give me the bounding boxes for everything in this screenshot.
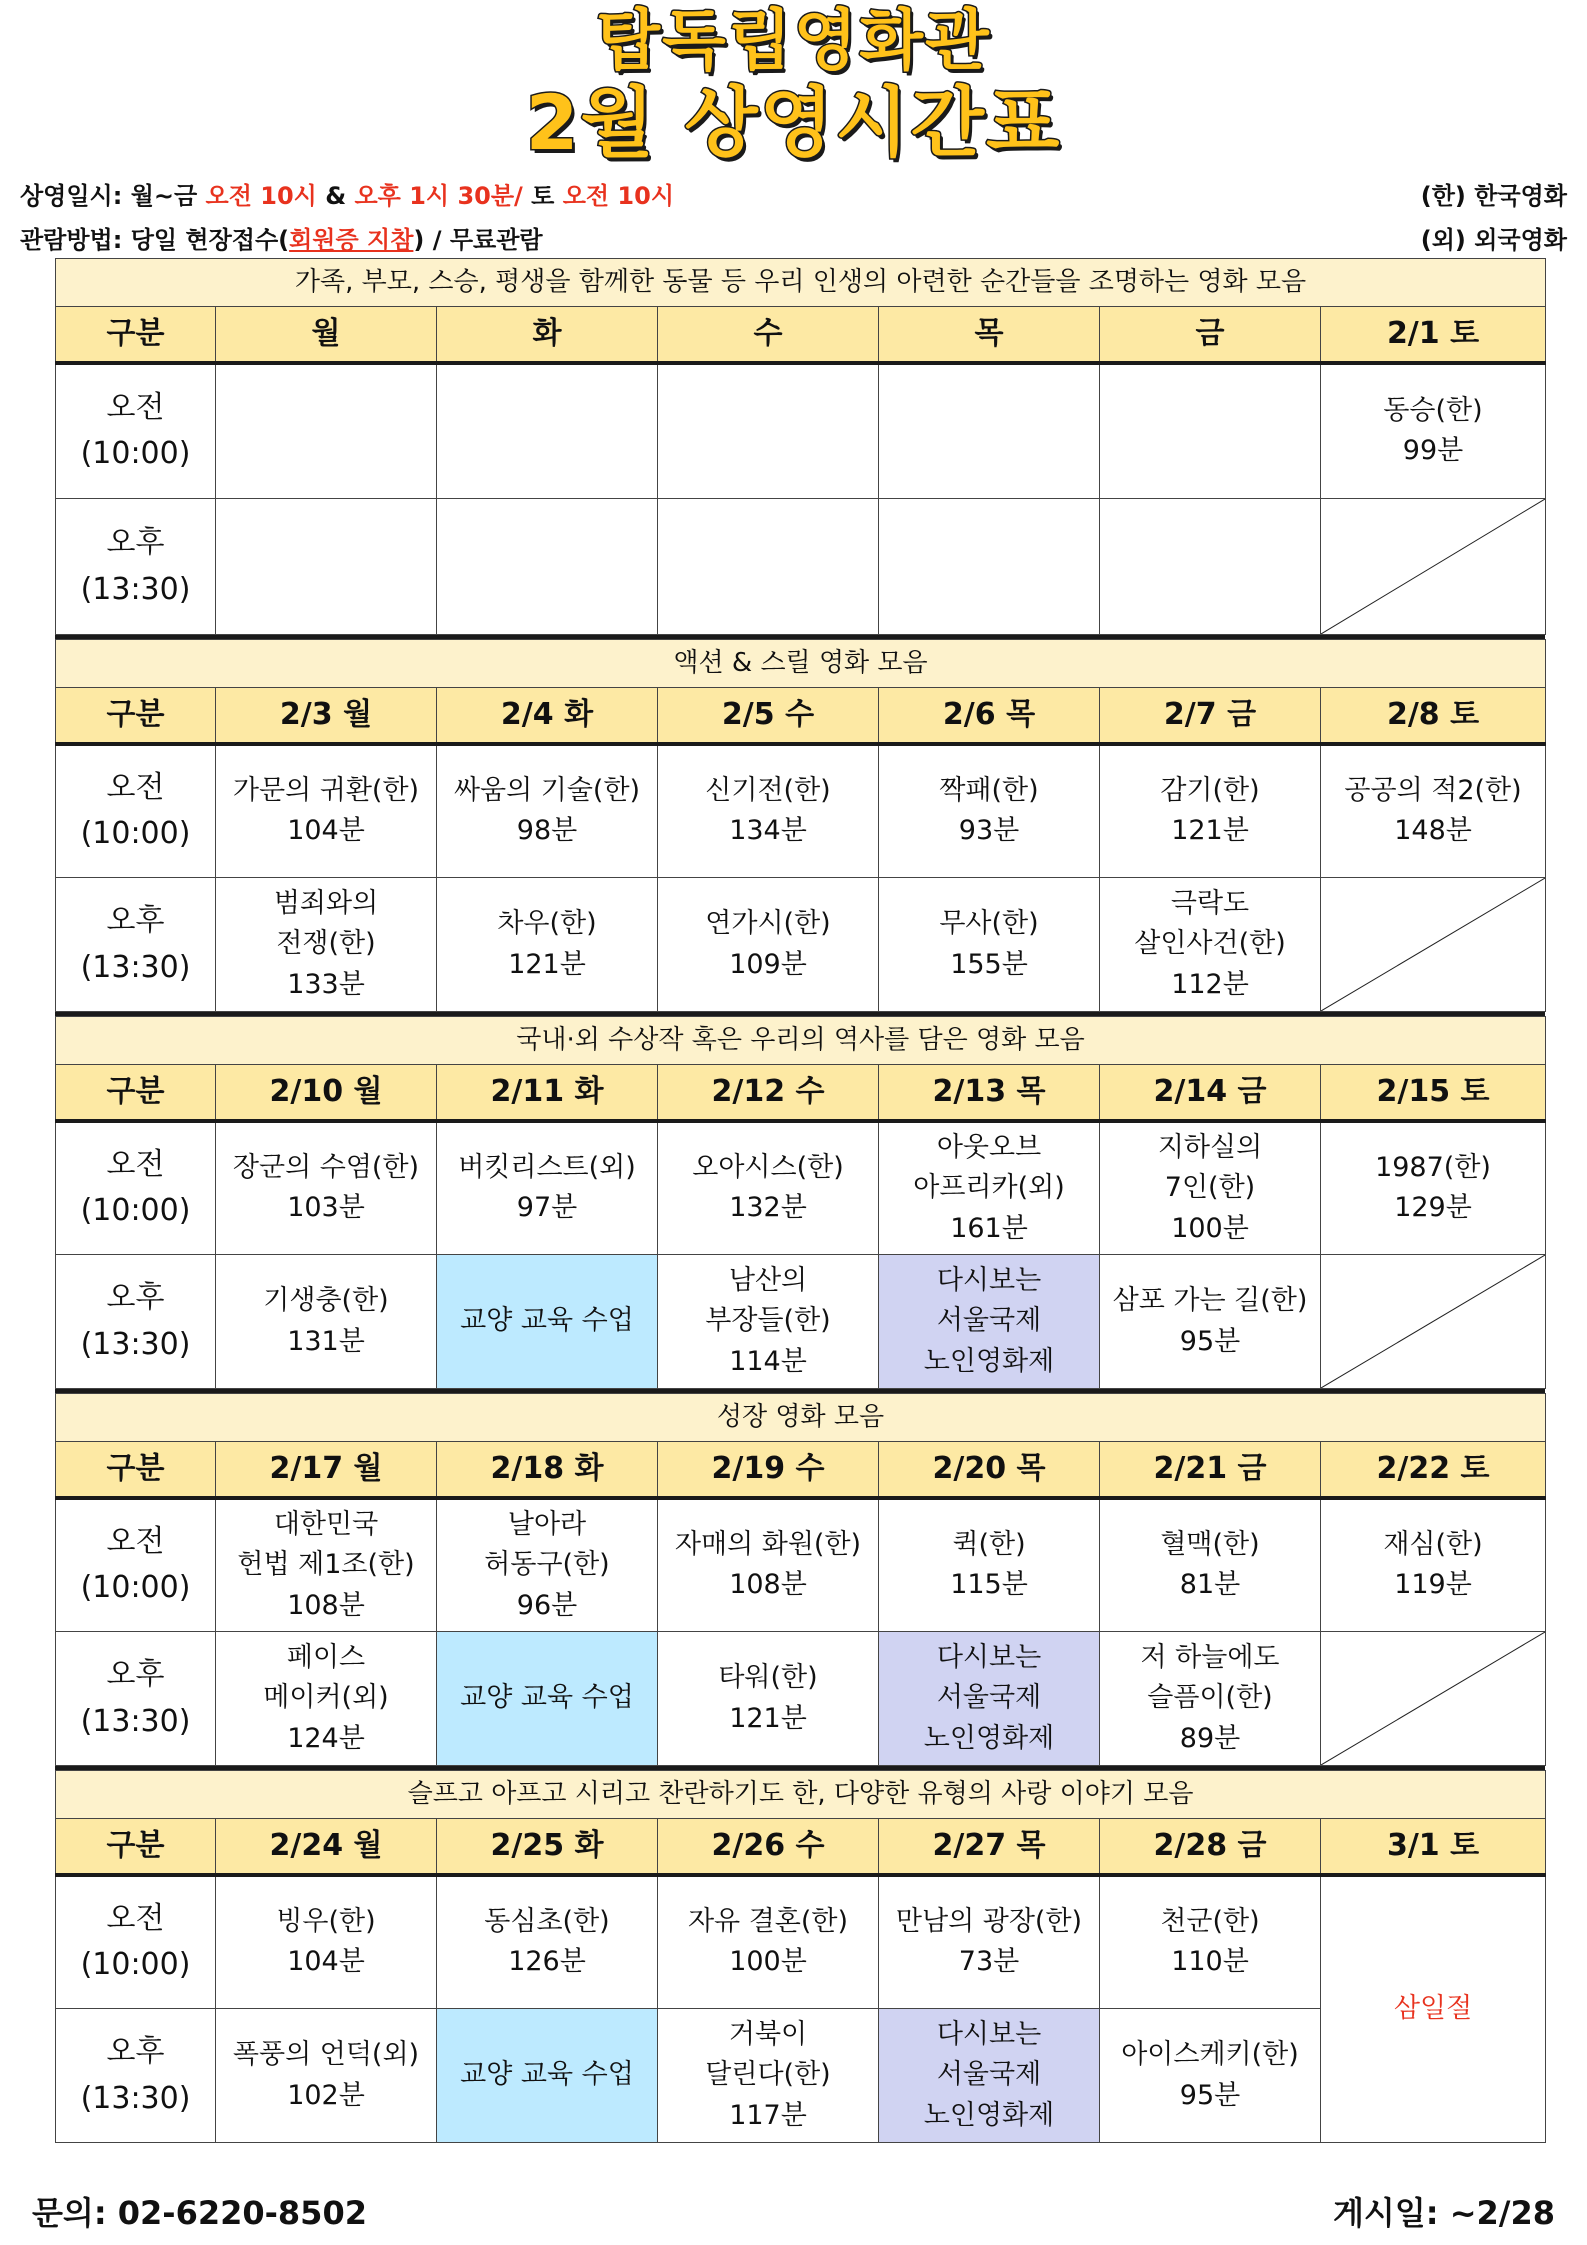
week-theme: 슬프고 아프고 시리고 찬란하기도 한, 다양한 유형의 사랑 이야기 모음 — [56, 1771, 1546, 1819]
cell-line: 폭풍의 언덕(외) — [232, 2039, 420, 2070]
cell-line: 극락도 — [1170, 887, 1250, 919]
am-slot-label — [56, 744, 216, 878]
contact-info: 문의: 02-6220-8502 — [32, 2194, 367, 2232]
cell-line: 95분 — [1179, 1325, 1241, 1357]
posting-date: 게시일: ~2/28 — [1333, 2194, 1555, 2232]
pm-slot-label — [56, 2009, 216, 2143]
day-header: 2/8 토 — [1321, 688, 1546, 744]
movie-cell — [879, 1498, 1100, 1632]
cell-line: 달린다(한) — [705, 2059, 831, 2091]
cell-line: 73분 — [958, 1946, 1020, 1978]
movie-cell — [879, 1875, 1100, 2009]
movie-cell — [879, 744, 1100, 878]
cell-line: 131분 — [287, 1325, 365, 1357]
movie-cell — [1100, 1498, 1321, 1632]
poster-title — [0, 2, 1587, 168]
movie-cell — [437, 744, 658, 878]
cell-line: 재심(한) — [1383, 1528, 1483, 1560]
day-header: 2/20 목 — [879, 1442, 1100, 1498]
movie-cell — [1321, 363, 1546, 499]
category-header: 구분 — [56, 688, 216, 744]
day-header: 2/21 금 — [1100, 1442, 1321, 1498]
movie-cell — [658, 2009, 879, 2143]
pm-slot-label — [56, 499, 216, 635]
cell-line: 삼포 가는 길(한) — [1112, 1285, 1308, 1316]
movie-cell — [216, 1255, 437, 1389]
pm-slot-label — [56, 1632, 216, 1766]
cell-line: 129분 — [1394, 1192, 1472, 1224]
movie-cell — [437, 1498, 658, 1632]
cell-line: 161분 — [950, 1212, 1028, 1244]
movie-cell — [1321, 1121, 1546, 1255]
category-header: 구분 — [56, 307, 216, 363]
cell-line: 부장들(한) — [705, 1305, 831, 1337]
movie-cell — [216, 363, 437, 499]
cell-line: 134분 — [729, 815, 807, 847]
slot-time: (13:30) — [80, 571, 191, 607]
cell-line: 범죄와의 — [273, 887, 379, 919]
festival-revisit-cell — [879, 1255, 1100, 1389]
cell-line: 아프리카(외) — [913, 1172, 1065, 1203]
movie-cell — [1321, 744, 1546, 878]
movie-cell — [1100, 878, 1321, 1012]
week-section — [55, 635, 1545, 1012]
movie-cell — [658, 1498, 879, 1632]
cell-line: 장군의 수염(한) — [232, 1151, 420, 1183]
cell-line: 오아시스(한) — [692, 1151, 844, 1183]
cell-line: 104분 — [287, 1946, 365, 1978]
cell-line: 108분 — [729, 1569, 807, 1601]
cell-line: 다시보는 — [936, 1264, 1042, 1296]
cell-line: 133분 — [287, 968, 365, 1000]
cell-line: 빙우(한) — [276, 1905, 376, 1937]
movie-cell — [216, 1498, 437, 1632]
cell-line: 무사(한) — [939, 908, 1039, 939]
day-header: 2/12 수 — [658, 1065, 879, 1121]
festival-revisit-cell — [879, 1632, 1100, 1766]
cell-line: 102분 — [287, 2079, 365, 2111]
week-section — [55, 1012, 1545, 1389]
education-class-cell — [437, 2009, 658, 2143]
cell-line: 짝패(한) — [939, 774, 1039, 806]
cell-line: 99분 — [1402, 435, 1464, 467]
cell-line: 페이스 — [286, 1641, 366, 1673]
festival-revisit-cell — [879, 2009, 1100, 2143]
cell-line: 155분 — [950, 948, 1028, 980]
slot-time: (10:00) — [80, 816, 191, 852]
slot-name: 오후 — [106, 525, 165, 560]
day-header: 2/7 금 — [1100, 688, 1321, 744]
viewing-method: 관람방법: 당일 현장접수(회원증 지참) / 무료관람 — [20, 226, 543, 254]
movie-cell — [658, 878, 879, 1012]
movie-cell — [1100, 1121, 1321, 1255]
cell-line: 108분 — [287, 1589, 365, 1621]
cell-line: 노인영화제 — [923, 1722, 1055, 1754]
slot-time: (13:30) — [80, 2080, 191, 2116]
movie-cell — [879, 878, 1100, 1012]
cell-line: 가문의 귀환(한) — [232, 774, 420, 806]
cell-line: 감기(한) — [1160, 774, 1260, 806]
cell-line: 슬픔이(한) — [1147, 1682, 1273, 1714]
movie-cell — [216, 878, 437, 1012]
cell-line: 서울국제 — [936, 1305, 1042, 1337]
movie-cell — [1100, 1875, 1321, 2009]
day-header: 2/6 목 — [879, 688, 1100, 744]
cell-line: 살인사건(한) — [1134, 928, 1286, 960]
cell-line: 동심초(한) — [484, 1905, 610, 1937]
cell-line: 다시보는 — [936, 2018, 1042, 2050]
cell-line: 메이커(외) — [263, 1682, 389, 1714]
day-header: 목 — [879, 307, 1100, 363]
slot-time: (13:30) — [80, 1326, 191, 1362]
movie-cell — [879, 499, 1100, 635]
cinema-name: 탑독립영화관 — [596, 2, 991, 79]
cell-line: 100분 — [729, 1946, 807, 1978]
no-screening-cell — [1321, 1632, 1546, 1766]
slot-name: 오후 — [106, 1280, 165, 1315]
movie-cell — [216, 744, 437, 878]
pm-slot-label — [56, 878, 216, 1012]
cell-line: 기생충(한) — [263, 1285, 389, 1316]
cell-line: 서울국제 — [936, 1682, 1042, 1714]
slot-name: 오전 — [106, 389, 165, 425]
cell-line: 97분 — [516, 1192, 578, 1224]
movie-cell — [216, 2009, 437, 2143]
day-header: 3/1 토 — [1321, 1819, 1546, 1875]
cell-line: 104분 — [287, 815, 365, 847]
cell-line: 교양 교육 수업 — [460, 1682, 634, 1714]
cell-line: 7인(한) — [1164, 1172, 1256, 1203]
no-screening-cell — [1321, 1255, 1546, 1389]
day-header: 2/15 토 — [1321, 1065, 1546, 1121]
cell-line: 남산의 — [728, 1264, 808, 1296]
diagonal-slash-icon — [1321, 878, 1545, 1011]
cell-line: 천군(한) — [1160, 1905, 1260, 1937]
cell-line: 교양 교육 수업 — [460, 2059, 634, 2091]
cell-line: 삼일절 — [1393, 1993, 1473, 2024]
am-slot-label — [56, 1875, 216, 2009]
cell-line: 신기전(한) — [705, 774, 831, 806]
day-header: 2/22 토 — [1321, 1442, 1546, 1498]
cell-line: 지하실의 — [1157, 1131, 1263, 1163]
day-header: 2/3 월 — [216, 688, 437, 744]
day-header: 2/19 수 — [658, 1442, 879, 1498]
cell-line: 싸움의 기술(한) — [453, 774, 641, 806]
cell-line: 148분 — [1394, 815, 1472, 847]
day-header: 2/26 수 — [658, 1819, 879, 1875]
cell-line: 121분 — [1171, 815, 1249, 847]
cell-line: 121분 — [508, 948, 586, 980]
slot-name: 오전 — [106, 769, 165, 805]
day-header: 2/14 금 — [1100, 1065, 1321, 1121]
diagonal-slash-icon — [1321, 1255, 1545, 1388]
movie-cell — [437, 363, 658, 499]
day-header: 2/5 수 — [658, 688, 879, 744]
pm-slot-label — [56, 1255, 216, 1389]
schedule-title: 2월 상영시간표 — [525, 78, 1062, 168]
movie-cell — [658, 1121, 879, 1255]
movie-cell — [1321, 1498, 1546, 1632]
cell-line: 112분 — [1171, 968, 1249, 1000]
cell-line: 공공의 적2(한) — [1344, 774, 1522, 806]
movie-cell — [1100, 1255, 1321, 1389]
slot-name: 오후 — [106, 1657, 165, 1692]
day-header: 2/1 토 — [1321, 307, 1546, 363]
cell-line: 서울국제 — [936, 2059, 1042, 2091]
movie-cell — [437, 1121, 658, 1255]
day-header: 2/24 월 — [216, 1819, 437, 1875]
am-slot-label — [56, 1498, 216, 1632]
cell-line: 93분 — [958, 815, 1020, 847]
movie-cell — [658, 1875, 879, 2009]
cell-line: 교양 교육 수업 — [460, 1305, 634, 1337]
movie-cell — [658, 499, 879, 635]
cell-line: 95분 — [1179, 2079, 1241, 2111]
cell-line: 114분 — [729, 1345, 807, 1377]
cell-line: 1987(한) — [1375, 1151, 1491, 1183]
cell-line: 126분 — [508, 1946, 586, 1978]
day-header: 월 — [216, 307, 437, 363]
cell-line: 96분 — [516, 1589, 578, 1621]
cell-line: 혈맥(한) — [1160, 1528, 1260, 1560]
category-header: 구분 — [56, 1442, 216, 1498]
cell-line: 110분 — [1171, 1946, 1249, 1978]
legend-foreign: (외) 외국영화 — [1420, 226, 1567, 254]
week-theme: 가족, 부모, 스승, 평생을 함께한 동물 등 우리 인생의 아련한 순간들을 조명하는 영화 모음 — [56, 259, 1546, 307]
cell-line: 117분 — [729, 2099, 807, 2131]
slot-name: 오전 — [106, 1146, 165, 1182]
cell-line: 날아라 — [507, 1508, 587, 1540]
slot-time: (10:00) — [80, 1947, 191, 1983]
holiday-cell — [1321, 1875, 1546, 2143]
day-header: 2/25 화 — [437, 1819, 658, 1875]
movie-cell — [658, 744, 879, 878]
movie-cell — [658, 1632, 879, 1766]
movie-cell — [216, 1632, 437, 1766]
day-header: 2/17 월 — [216, 1442, 437, 1498]
week-theme: 성장 영화 모음 — [56, 1394, 1546, 1442]
day-header: 2/10 월 — [216, 1065, 437, 1121]
cell-line: 103분 — [287, 1192, 365, 1224]
slot-time: (10:00) — [80, 1570, 191, 1606]
week-section — [55, 258, 1545, 635]
slot-time: (10:00) — [80, 1193, 191, 1229]
day-header: 2/4 화 — [437, 688, 658, 744]
day-header: 금 — [1100, 307, 1321, 363]
movie-cell — [1100, 2009, 1321, 2143]
am-slot-label — [56, 1121, 216, 1255]
movie-cell — [879, 1121, 1100, 1255]
movie-cell — [658, 363, 879, 499]
movie-cell — [658, 1255, 879, 1389]
cell-line: 119분 — [1394, 1569, 1472, 1601]
diagonal-slash-icon — [1321, 499, 1545, 634]
cell-line: 차우(한) — [497, 908, 597, 939]
am-slot-label — [56, 363, 216, 499]
slot-name: 오후 — [106, 2034, 165, 2069]
cell-line: 81분 — [1179, 1569, 1241, 1601]
movie-cell — [216, 1121, 437, 1255]
no-screening-cell — [1321, 878, 1546, 1012]
cell-line: 아이스케키(한) — [1121, 2039, 1299, 2070]
movie-cell — [437, 1875, 658, 2009]
cell-line: 자매의 화원(한) — [674, 1528, 862, 1560]
schedule-table — [55, 258, 1545, 2143]
cell-line: 만남의 광장(한) — [895, 1905, 1083, 1937]
cell-line: 115분 — [950, 1569, 1028, 1601]
cell-line: 대한민국 — [273, 1508, 379, 1540]
cell-line: 아웃오브 — [936, 1131, 1042, 1163]
day-header: 2/27 목 — [879, 1819, 1100, 1875]
day-header: 2/18 화 — [437, 1442, 658, 1498]
cell-line: 거북이 — [728, 2018, 808, 2050]
week-section — [55, 1389, 1545, 1766]
week-section — [55, 1766, 1545, 2143]
movie-cell — [437, 878, 658, 1012]
cell-line: 98분 — [516, 815, 578, 847]
cell-line: 연가시(한) — [705, 908, 831, 939]
cell-line: 89분 — [1179, 1722, 1241, 1754]
cell-line: 121분 — [729, 1702, 807, 1734]
category-header: 구분 — [56, 1819, 216, 1875]
screening-times: 상영일시: 월~금 오전 10시 & 오후 1시 30분/ 토 오전 10시 — [20, 182, 675, 210]
education-class-cell — [437, 1255, 658, 1389]
day-header: 2/11 화 — [437, 1065, 658, 1121]
no-screening-cell — [1321, 499, 1546, 635]
cell-line: 자유 결혼(한) — [687, 1905, 849, 1937]
movie-cell — [1100, 363, 1321, 499]
day-header: 수 — [658, 307, 879, 363]
cell-line: 노인영화제 — [923, 2099, 1055, 2131]
slot-name: 오후 — [106, 903, 165, 938]
cell-line: 전쟁(한) — [276, 928, 376, 960]
slot-time: (10:00) — [80, 436, 191, 472]
movie-cell — [437, 499, 658, 635]
movie-cell — [879, 363, 1100, 499]
cell-line: 132분 — [729, 1192, 807, 1224]
cell-line: 저 하늘에도 — [1140, 1641, 1280, 1673]
movie-cell — [1100, 1632, 1321, 1766]
cell-line: 동승(한) — [1383, 394, 1483, 426]
week-theme: 액션 & 스릴 영화 모음 — [56, 640, 1546, 688]
slot-name: 오전 — [106, 1523, 165, 1559]
cell-line: 허동구(한) — [484, 1549, 610, 1580]
cell-line: 헌법 제1조(한) — [237, 1549, 415, 1580]
day-header: 화 — [437, 307, 658, 363]
cell-line: 100분 — [1171, 1212, 1249, 1244]
day-header: 2/28 금 — [1100, 1819, 1321, 1875]
education-class-cell — [437, 1632, 658, 1766]
day-header: 2/13 목 — [879, 1065, 1100, 1121]
legend-korean: (한) 한국영화 — [1420, 182, 1567, 210]
movie-cell — [216, 499, 437, 635]
cell-line: 109분 — [729, 948, 807, 980]
slot-name: 오전 — [106, 1900, 165, 1936]
week-theme: 국내·외 수상작 혹은 우리의 역사를 담은 영화 모음 — [56, 1017, 1546, 1065]
slot-time: (13:30) — [80, 1703, 191, 1739]
cell-line: 버킷리스트(외) — [458, 1151, 636, 1183]
cell-line: 퀵(한) — [952, 1528, 1026, 1560]
slot-time: (13:30) — [80, 949, 191, 985]
cell-line: 124분 — [287, 1722, 365, 1754]
movie-cell — [216, 1875, 437, 2009]
movie-cell — [1100, 744, 1321, 878]
diagonal-slash-icon — [1321, 1632, 1545, 1765]
cell-line: 노인영화제 — [923, 1345, 1055, 1377]
cell-line: 다시보는 — [936, 1641, 1042, 1673]
category-header: 구분 — [56, 1065, 216, 1121]
cell-line: 타워(한) — [718, 1662, 818, 1693]
movie-cell — [1100, 499, 1321, 635]
